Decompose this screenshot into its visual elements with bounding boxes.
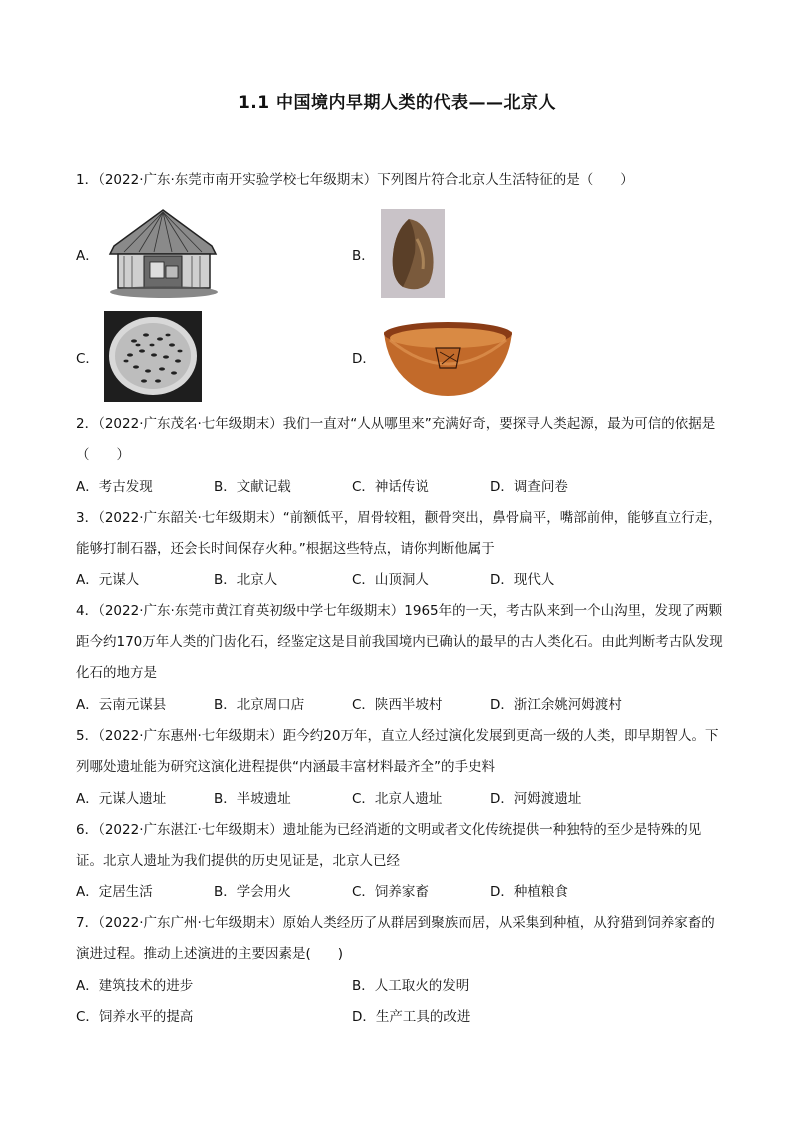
question-3-option-b: B．北京人 [214, 572, 278, 588]
question-2-options [76, 476, 724, 498]
question-6-option-d: D．种植粮食 [490, 884, 568, 900]
question-3-stem: 3．（2022·广东韶关·七年级期末）“前额低平，眉骨较粗，颧骨突出，鼻骨扁平，嘴部前伸，能够直立行走，能够打制石器，还会长时间保存火种。”根据这些特点，请你判断他属于 [76, 510, 722, 557]
question-6-option-b: B．学会用火 [214, 884, 291, 900]
question-4-option-d: D．浙江余姚河姆渡村 [490, 697, 622, 713]
question-7-option-c: C．饲养水平的提高 [76, 1009, 194, 1025]
painted-pottery-bowl-image [380, 318, 516, 400]
question-5-option-b: B．半坡遗址 [214, 791, 291, 807]
question-1-option-d-label: D． [352, 351, 376, 367]
question-5-option-d: D．河姆渡遗址 [490, 791, 582, 807]
question-3-options [76, 569, 724, 591]
question-4-stem: 4．（2022·广东·东莞市黄江育英初级中学七年级期末）1965年的一天，考古队来到一个山沟里，发现了两颗距今约170万年人类的门齿化石，经鉴定这是目前我国境内已确认的最早的古人类化石。由此判断考古队发现化石的地方是 [76, 603, 723, 681]
question-1-option-b-label: B． [352, 248, 375, 264]
question-2-option-a: A．考古发现 [76, 479, 153, 495]
question-1-option-c-label: C． [76, 351, 99, 367]
question-2-option-d: D．调查问卷 [490, 479, 568, 495]
question-3-option-a: A．元谋人 [76, 572, 140, 588]
question-6-stem: 6．（2022·广东湛江·七年级期末）遗址能为已经消逝的文明或者文化传统提供一种独特的至少是特殊的见证。北京人遗址为我们提供的历史见证是，北京人已经 [76, 822, 702, 869]
question-3-option-c: C．山顶洞人 [352, 572, 429, 588]
question-5-option-c: C．北京人遗址 [352, 791, 443, 807]
question-6-options [76, 881, 724, 903]
question-4-options [76, 694, 724, 716]
question-6-option-a: A．定居生活 [76, 884, 153, 900]
question-5-option-a: A．元谋人遗址 [76, 791, 167, 807]
question-7-options-row-2 [76, 1006, 724, 1028]
question-7-option-b: B．人工取火的发明 [352, 978, 470, 994]
question-3-option-d: D．现代人 [490, 572, 555, 588]
question-4-option-c: C．陕西半坡村 [352, 697, 443, 713]
page-title: 1.1 中国境内早期人类的代表——北京人 [237, 93, 557, 113]
question-2-option-c: C．神话传说 [352, 479, 429, 495]
question-4-option-a: A．云南元谋县 [76, 697, 167, 713]
question-5-options [76, 788, 724, 810]
question-4-option-b: B．北京周口店 [214, 697, 305, 713]
thatched-hut-image [104, 206, 222, 300]
question-1-option-a-label: A． [76, 248, 99, 264]
question-5-stem: 5．（2022·广东惠州·七年级期末）距今约20万年，直立人经过演化发展到更高一级的人类，即早期智人。下列哪处遗址能为研究这演化进程提供“内涵最丰富材料最齐全”的手史料 [76, 728, 719, 775]
question-7-option-a: A．建筑技术的进步 [76, 978, 194, 994]
stone-tool-image [381, 209, 445, 298]
question-7-stem: 7．（2022·广东广州·七年级期末）原始人类经历了从群居到聚族而居，从采集到种植，从狩猎到饲养家畜的演进过程。推动上述演进的主要因素是( ) [76, 915, 715, 962]
question-1-stem: 1．（2022·广东·东莞市南开实验学校七年级期末）下列图片符合北京人生活特征的是（ ） [76, 172, 634, 188]
question-2-option-b: B．文献记载 [214, 479, 291, 495]
question-2-stem: 2．（2022·广东茂名·七年级期末）我们一直对“人从哪里来”充满好奇，要探寻人类起源，最为可信的依据是（ ） [76, 416, 716, 463]
carbonized-grain-image [104, 311, 202, 402]
question-7-option-d: D．生产工具的改进 [352, 1009, 471, 1025]
question-7-options-row-1 [76, 975, 724, 997]
question-6-option-c: C．饲养家畜 [352, 884, 429, 900]
